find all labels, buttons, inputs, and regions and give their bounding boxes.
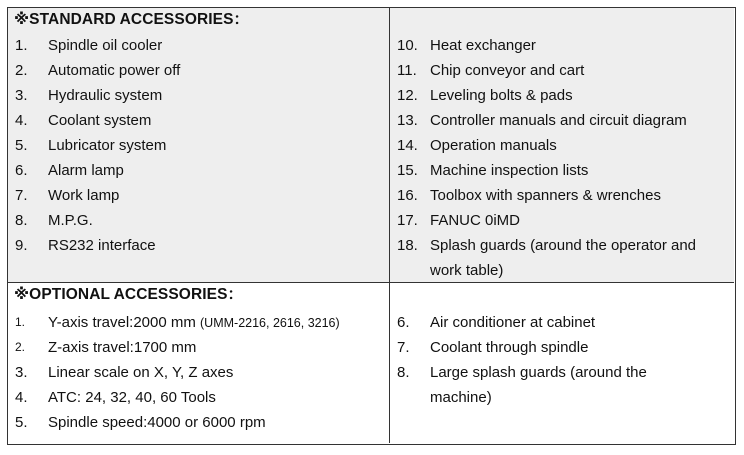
item-text: Operation manuals bbox=[430, 137, 557, 154]
item-text: FANUC 0iMD bbox=[430, 212, 521, 229]
item-text: Y-axis travel:2000 mm bbox=[48, 314, 196, 331]
item-text: Work lamp bbox=[48, 187, 120, 204]
item-number: 14. bbox=[397, 137, 418, 154]
standard-accessories-heading: ※STANDARD ACCESSORIES： bbox=[14, 11, 250, 28]
item-number: 16. bbox=[397, 187, 418, 204]
item-text: Lubricator system bbox=[48, 137, 167, 154]
item-text: Air conditioner at cabinet bbox=[430, 314, 596, 331]
item-note: (UMM-2216, 2616, 3216) bbox=[200, 316, 340, 330]
list-item bbox=[8, 158, 389, 183]
item-number: 4. bbox=[15, 389, 28, 406]
list-item bbox=[390, 83, 734, 108]
item-text: Large splash guards (around the bbox=[430, 364, 647, 381]
list-item bbox=[8, 183, 389, 208]
list-item bbox=[8, 360, 389, 385]
list-item bbox=[8, 133, 389, 158]
item-text: Hydraulic system bbox=[48, 87, 163, 104]
standard-accessories-left-cell bbox=[8, 8, 390, 283]
list-item bbox=[390, 133, 734, 158]
item-number: 10. bbox=[397, 37, 418, 54]
item-number: 17. bbox=[397, 212, 418, 229]
item-number: 5. bbox=[15, 414, 28, 431]
item-text: Heat exchanger bbox=[430, 37, 536, 54]
item-number: 15. bbox=[397, 162, 418, 179]
item-text: Alarm lamp bbox=[48, 162, 124, 179]
standard-list-right bbox=[390, 33, 734, 283]
item-number: 7. bbox=[397, 339, 410, 356]
item-text: Automatic power off bbox=[48, 62, 181, 79]
item-number: 4. bbox=[15, 112, 28, 129]
item-number: 8. bbox=[15, 212, 28, 229]
list-item bbox=[390, 360, 734, 410]
list-item bbox=[8, 385, 389, 410]
item-text-continued: machine) bbox=[430, 389, 492, 406]
list-item bbox=[390, 310, 734, 335]
list-item bbox=[390, 58, 734, 83]
item-text: RS232 interface bbox=[48, 237, 156, 254]
item-number: 6. bbox=[15, 162, 28, 179]
item-text: Coolant system bbox=[48, 112, 152, 129]
optional-accessories-heading: ※OPTIONAL ACCESSORIES： bbox=[14, 286, 244, 303]
item-number: 9. bbox=[15, 237, 28, 254]
item-number: 5. bbox=[15, 137, 28, 154]
item-number: 1. bbox=[15, 37, 28, 54]
list-item bbox=[390, 158, 734, 183]
list-item bbox=[8, 58, 389, 83]
accessories-table bbox=[7, 7, 736, 445]
list-item bbox=[8, 33, 389, 58]
item-text: Splash guards (around the operator and bbox=[430, 237, 697, 254]
item-text: ATC: 24, 32, 40, 60 Tools bbox=[48, 389, 216, 406]
standard-accessories-right-cell bbox=[390, 8, 734, 283]
item-text-continued: work table) bbox=[430, 262, 504, 279]
list-item bbox=[390, 33, 734, 58]
item-text: Machine inspection lists bbox=[430, 162, 589, 179]
item-number: 13. bbox=[397, 112, 418, 129]
item-number: 7. bbox=[15, 187, 28, 204]
item-text: M.P.G. bbox=[48, 212, 93, 229]
item-number: 18. bbox=[397, 237, 418, 254]
item-text: Leveling bolts & pads bbox=[430, 87, 573, 104]
item-number: 2. bbox=[15, 340, 26, 354]
item-text: Spindle oil cooler bbox=[48, 37, 163, 54]
list-item bbox=[390, 208, 734, 233]
optional-list-left bbox=[8, 310, 389, 435]
list-item bbox=[8, 310, 389, 335]
item-text: Toolbox with spanners & wrenches bbox=[430, 187, 661, 204]
list-item bbox=[8, 410, 389, 435]
item-text: Linear scale on X, Y, Z axes bbox=[48, 364, 234, 381]
list-item bbox=[8, 335, 389, 360]
list-item bbox=[390, 108, 734, 133]
item-text: Controller manuals and circuit diagram bbox=[430, 112, 687, 129]
list-item bbox=[390, 183, 734, 208]
item-number: 2. bbox=[15, 62, 28, 79]
item-number: 1. bbox=[15, 315, 26, 329]
list-item bbox=[8, 208, 389, 233]
item-text: Coolant through spindle bbox=[430, 339, 589, 356]
standard-list-left bbox=[8, 33, 389, 258]
item-number: 3. bbox=[15, 87, 28, 104]
list-item bbox=[8, 233, 389, 258]
item-number: 12. bbox=[397, 87, 418, 104]
item-number: 8. bbox=[397, 364, 410, 381]
item-number: 6. bbox=[397, 314, 410, 331]
list-item bbox=[390, 335, 734, 360]
list-item bbox=[8, 108, 389, 133]
item-text-wrapper bbox=[48, 310, 340, 336]
optional-accessories-left-cell bbox=[8, 283, 390, 443]
item-number: 11. bbox=[397, 62, 417, 79]
list-item bbox=[8, 83, 389, 108]
item-text: Chip conveyor and cart bbox=[430, 62, 585, 79]
item-text: Z-axis travel:1700 mm bbox=[48, 339, 197, 356]
item-number: 3. bbox=[15, 364, 28, 381]
optional-accessories-right-cell bbox=[390, 283, 734, 443]
list-item bbox=[390, 233, 734, 283]
optional-list-right bbox=[390, 310, 734, 410]
item-text: Spindle speed:4000 or 6000 rpm bbox=[48, 414, 266, 431]
